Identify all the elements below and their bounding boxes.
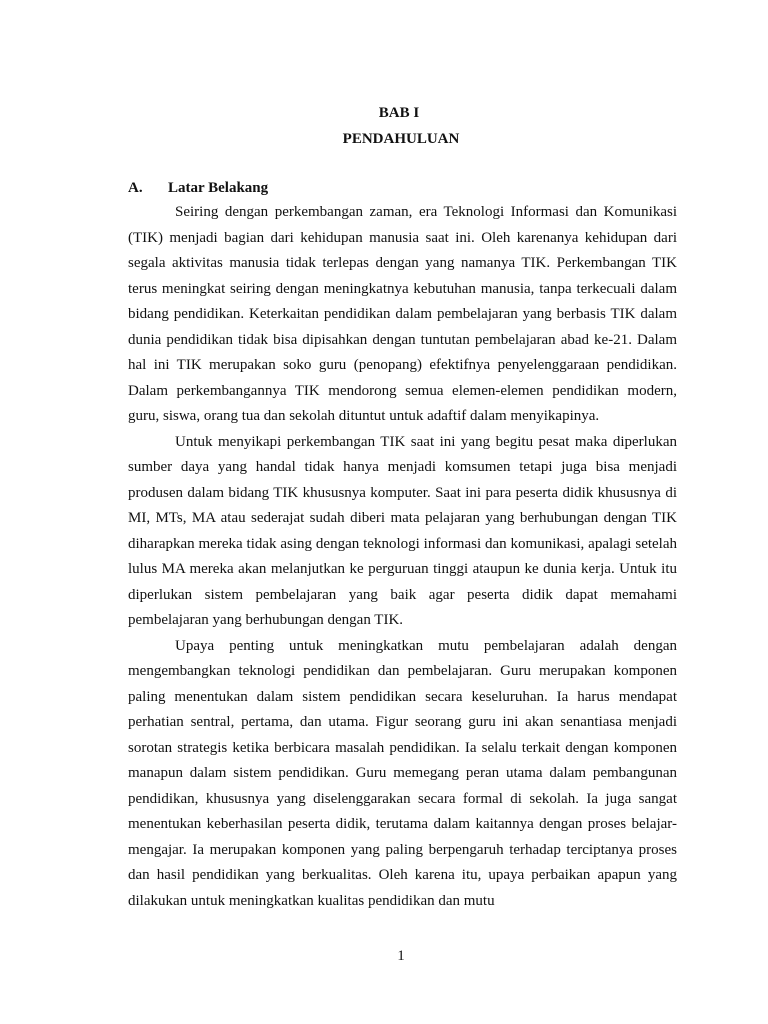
chapter-number: BAB I [378,105,420,121]
section-title: Latar Belakang [168,180,269,196]
body-text [128,200,677,914]
paragraph-3: Upaya penting untuk meningkatkan mutu pembelajaran adalah dengan mengembangkan teknologi pendidikan dan pembelajaran. Guru merupakan komponen paling menentukan dalam sistem pendidikan secara keseluruhan. Ia harus mendapat perhatian sentral, pertama, dan utama. Figur seorang guru ini akan senantiasa menjadi sorotan strategis ketika berbicara masalah pendidikan. Ia selalu terkait dengan komponen manapun dalam sistem pendidikan. Guru memegang peran utama dalam pembangunan pendidikan, khususnya yang diselenggarakan secara formal di sekolah. Ia juga sangat menentukan keberhasilan peserta didik, terutama dalam kaitannya dengan proses belajar-mengajar. Ia merupakan komponen yang paling berpengaruh terhadap terciptanya proses dan hasil pendidikan yang berkualitas. Oleh karena itu, upaya perbaikan apapun yang dilakukan untuk meningkatkan kualitas pendidikan dan mutu [128,637,677,909]
page-number: 1 [397,948,405,964]
section-letter: A. [128,180,143,196]
paragraph-2: Untuk menyikapi perkembangan TIK saat ini yang begitu pesat maka diperlukan sumber daya yang handal tidak hanya menjadi komsumen tetapi juga bisa menjadi produsen dalam bidang TIK khususnya komputer. Saat ini para peserta didik khususnya di MI, MTs, MA atau sederajat sudah diberi mata pelajaran yang berhubungan dengan TIK diharapkan mereka tidak asing dengan teknologi informasi dan komunikasi, apalagi setelah lulus MA mereka akan melanjutkan ke perguruan tinggi ataupun ke dunia kerja. Untuk itu diperlukan sistem pembelajaran yang baik agar peserta didik dapat memahami pembelajaran yang berhubungan dengan TIK. [128,433,677,628]
paragraph-1: Seiring dengan perkembangan zaman, era Teknologi Informasi dan Komunikasi (TIK) menjadi bagian dari kehidupan manusia saat ini. Oleh karenanya kehidupan dari segala aktivitas manusia tidak terlepas dengan yang namanya TIK. Perkembangan TIK terus meningkat seiring dengan meningkatnya kebutuhan manusia, tanpa terkecuali dalam bidang pendidikan. Keterkaitan pendidikan dalam pembelajaran yang berbasis TIK dalam dunia pendidikan tidak bisa dipisahkan dengan tuntutan pembelajaran abad ke-21. Dalam hal ini TIK merupakan soko guru (penopang) efektifnya penyelenggaraan pendidikan. Dalam perkembangannya TIK mendorong semua elemen-elemen pendidikan modern, guru, siswa, orang tua dan sekolah dituntut untuk adaftif dalam menyikapinya. [128,204,677,424]
chapter-title: PENDAHULUAN [342,131,460,147]
section-heading [128,178,268,198]
